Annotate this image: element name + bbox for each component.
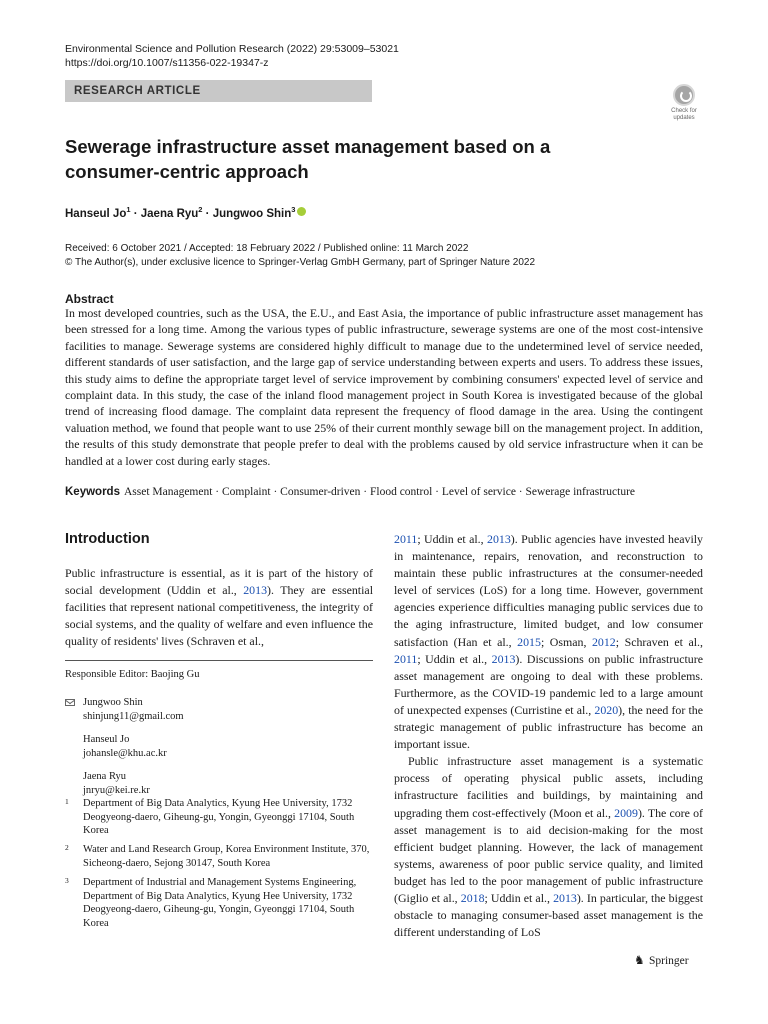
paragraph-text: Public infrastructure is essential, as it is part of the history of social development (Uddin et al., — [65, 566, 373, 598]
copyright-line: © The Author(s), under exclusive licence to Springer-Verlag GmbH Germany, part of Springer Nature 2022 — [65, 257, 535, 268]
affiliation-text: Department of Industrial and Management Systems Engineering, Department of Big Data Analytics, Kyung Hee University, 1732 Deogyeong-daero, Giheung-gu, Yongin, Gyeonggi 17104, South Korea — [83, 877, 357, 929]
check-updates-icon — [673, 84, 695, 106]
publisher-name: Springer — [649, 955, 689, 967]
abstract-text: In most developed countries, such as the USA, the E.U., and East Asia, the importance of public infrastructure asset management has been stressed for a long time. Among the various types of public infrastructure, sewerage systems are one of the most cost-intensive facilities to manage. Sewerage systems are considered highly difficult to manage due to the undetermined level of service needed, different standards of user satisfaction, and the large gap of service understanding between experts and users. To address these issues, this study aims to define the appropriate target level of service improvement by combining consumers' expected level of service and complaint data. In this study, the case of the inland flood management project in South Korea is investigated because of the global trend of increasing flood damage. The complaint data represent the frequency of flood damage in the area. Using the contingent valuation method, we found that people want to use 25% of their current monthly sewage bill on the management project. In addition, the results of this study demonstrate that people prefer to deal with the problems caused by old service infrastructure when it can be handled at a lower cost during early stages. — [65, 306, 703, 468]
affiliation — [65, 797, 373, 838]
envelope-icon — [65, 699, 75, 706]
journal-citation: Environmental Science and Pollution Research (2022) 29:53009–53021 — [65, 43, 399, 55]
journal-header — [65, 42, 399, 70]
citation-link[interactable]: 2018 — [460, 890, 485, 905]
doi-link[interactable]: https://doi.org/10.1007/s11356-022-19347-z — [65, 57, 269, 69]
author-separator: · — [130, 207, 141, 220]
paper-title: Sewerage infrastructure asset management based on a consumer-centric approach — [65, 136, 551, 182]
affiliation-text: Department of Big Data Analytics, Kyung Hee University, 1732 Deogyeong-daero, Giheung-gu, Yongin, Gyeonggi 17104, South Korea — [83, 798, 355, 836]
paragraph-text: ; Osman, — [540, 634, 592, 649]
paragraph-text: ). They are essential facilities that represent national competitiveness, the integrity of social systems, and the quality of welfare and even influence the quality of residents' lives (Schraven et al., — [65, 583, 373, 649]
paragraph-text: ; Uddin et al., — [484, 890, 554, 905]
citation-link[interactable]: 2015 — [517, 634, 541, 649]
contact-email[interactable]: johansle@khu.ac.kr — [83, 747, 167, 759]
published-online: / Published online: 11 March 2022 — [315, 243, 469, 254]
contact-entry — [83, 733, 184, 760]
affiliation-number: 2 — [65, 843, 69, 852]
article-type-banner: RESEARCH ARTICLE — [65, 80, 372, 102]
paragraph-text: ). The core of asset management is to aid decision-making for the most efficient budget planning. However, the lack of management systems, awareness of poor public service quality, and limited budget has led to the poor management of public infrastructure (Giglio et al., — [394, 805, 703, 905]
contact-name: Jaena Ryu — [83, 771, 127, 782]
intro-right-column — [394, 531, 703, 941]
publication-dates — [65, 242, 535, 270]
contact-name: Jungwoo Shin — [83, 697, 143, 708]
author-name[interactable]: Hanseul Jo — [65, 207, 127, 220]
footnote-divider — [65, 660, 373, 661]
paragraph-text: Public infrastructure asset management is a systematic process of operating physical public assets, including infrastructure facilities and buildings, by maintaining and upgrading them cost-effectively (Moon et al., — [394, 754, 703, 820]
keywords — [65, 486, 635, 498]
paragraph-text: ; Uddin et al., — [417, 532, 487, 546]
citation-link[interactable]: 2020 — [594, 702, 619, 717]
check-for-updates-badge[interactable] — [665, 84, 703, 124]
citation-link[interactable]: 2012 — [591, 634, 616, 649]
citation-link[interactable]: 2011 — [394, 532, 418, 546]
received-accepted: Received: 6 October 2021 / Accepted: 18 February 2022 — [65, 243, 316, 254]
author-list — [65, 205, 306, 220]
citation-link[interactable]: 2013 — [243, 583, 268, 598]
contact-entry — [83, 770, 184, 797]
affiliation-number: 3 — [65, 876, 69, 885]
affiliation — [65, 876, 373, 930]
paragraph-text: ). Discussions on public infrastructure asset management are ongoing to deal with these problems. Furthermore, as the COVID-19 pandemic led to a large amount of unexpected expenses (Curristine et al., — [394, 651, 703, 717]
intro-paragraph — [394, 753, 703, 941]
contact-name: Hanseul Jo — [83, 734, 130, 745]
intro-paragraph — [394, 531, 703, 753]
citation-link[interactable]: 2013 — [553, 890, 577, 905]
affiliation-text: Water and Land Research Group, Korea Environment Institute, 370, Sicheong-daero, Sejong 30147, South Korea — [83, 844, 370, 869]
author-name[interactable]: Jungwoo Shin — [212, 207, 292, 220]
author-affiliation-mark: 3 — [291, 205, 296, 214]
citation-link[interactable]: 2009 — [614, 805, 638, 820]
responsible-editor: Responsible Editor: Baojing Gu — [65, 669, 200, 680]
author-affiliation-mark: 1 — [126, 205, 131, 214]
check-updates-label: Check for updates — [671, 108, 697, 121]
paragraph-text: ). Public agencies have invested heavily in maintenance, repairs, renovation, and reconstruction to maintain these public infrastructures at the consumer-needed level of services (LoS) for a long time. However, government agencies experience difficulties managing public services due to the aging infrastructure, limited budget, and low consumer satisfaction (Han et al., — [394, 532, 703, 649]
orcid-icon[interactable] — [297, 207, 306, 216]
affiliation — [65, 843, 373, 870]
paragraph-text: ; Uddin et al., — [417, 651, 492, 666]
paragraph-text: ; Schraven et al., — [615, 634, 703, 649]
author-separator: · — [202, 207, 213, 220]
springer-horse-icon: ♞ — [634, 953, 645, 967]
citation-link[interactable]: 2013 — [491, 651, 516, 666]
affiliation-number: 1 — [65, 797, 69, 806]
contact-email[interactable]: shinjung11@gmail.com — [83, 710, 184, 722]
keywords-list: Asset Management · Complaint · Consumer-driven · Flood control · Level of service · Sewerage infrastructure — [123, 486, 636, 498]
intro-paragraph — [65, 565, 373, 650]
contact-email[interactable]: jnryu@kei.re.kr — [83, 784, 150, 796]
author-name[interactable]: Jaena Ryu — [140, 207, 199, 220]
author-affiliation-mark: 2 — [198, 205, 203, 214]
citation-link[interactable]: 2011 — [394, 651, 418, 666]
citation-link[interactable]: 2013 — [487, 532, 511, 546]
keywords-heading: Keywords — [65, 486, 120, 498]
contact-entry — [83, 696, 184, 723]
paragraph-text: ). In particular, the biggest obstacle to managing consumer-based asset management is the different understanding of LoS — [394, 890, 703, 940]
publisher-logo — [634, 953, 689, 968]
paragraph-text: ), the need for the strategic management of public infrastructure has become an important issue. — [394, 702, 703, 752]
intro-left-column — [65, 565, 373, 650]
abstract-heading: Abstract — [65, 292, 114, 306]
contact-list — [83, 696, 184, 807]
introduction-heading: Introduction — [65, 531, 150, 547]
